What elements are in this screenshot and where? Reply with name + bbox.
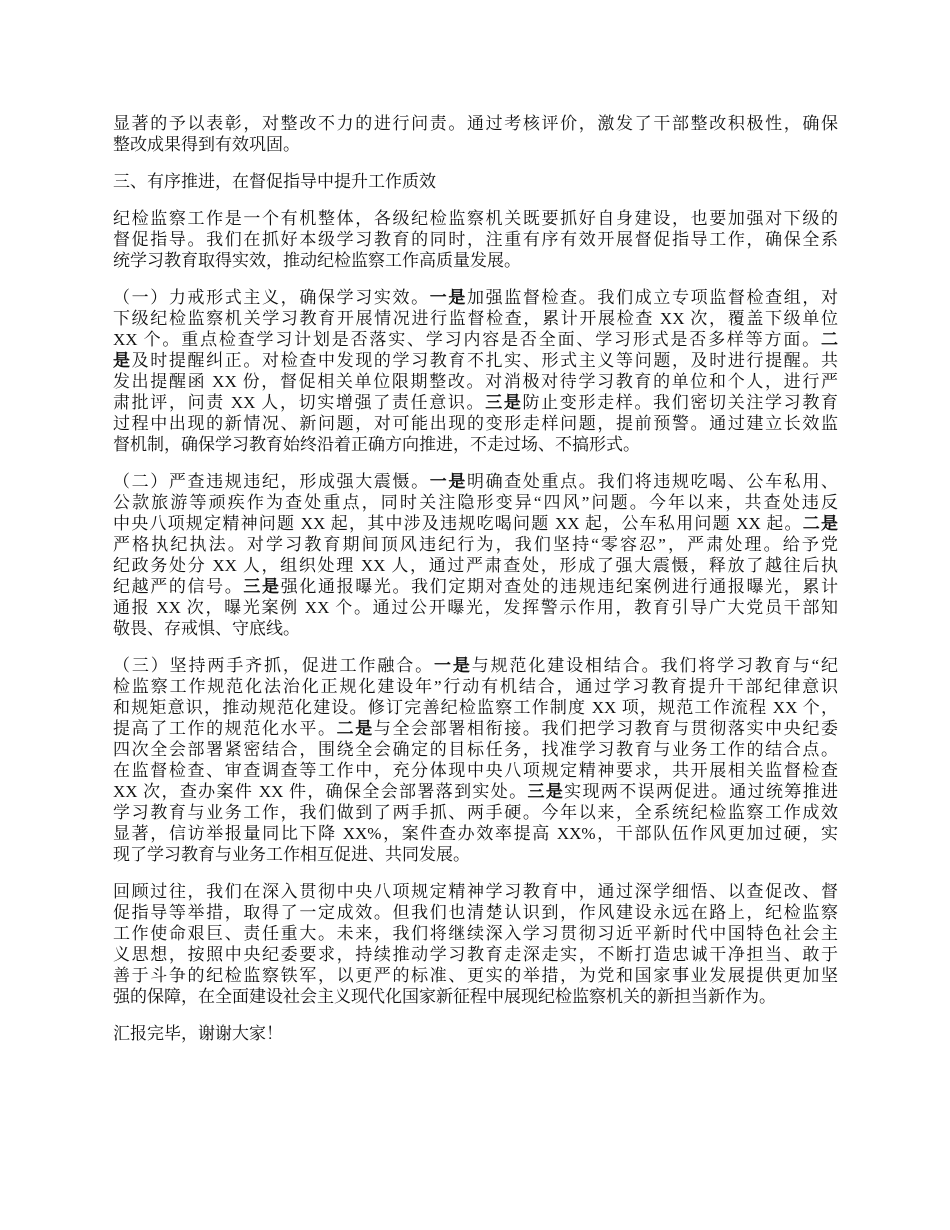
text-line bbox=[113, 902, 838, 923]
text-segment: 发出提醒函 XX 份，督促相关单位限期整改。对消极对待学习教育的单位和个人，进行严 bbox=[113, 372, 838, 391]
heading-section-three bbox=[113, 171, 838, 192]
text-line bbox=[113, 208, 838, 229]
text-segment: 中央八项规定精神问题 XX 起，其中涉及违规吃喝问题 XX 起，公车私用问题 XX 起。 bbox=[113, 514, 803, 533]
text-segment: XX 次，查办案件 XX 件，确保全会部署落到实处。 bbox=[113, 782, 528, 801]
text-line bbox=[113, 823, 838, 844]
text-segment: 下级纪检监察机关学习教育开展情况进行监督检查，累计开展检查 XX 次，覆盖下级单位 bbox=[113, 309, 838, 328]
text-segment: 和规矩意识，推动规范化建设。修订完善纪检监察工作制度 XX 项，规范工作流程 XX 个， bbox=[113, 698, 838, 717]
text-line bbox=[113, 350, 838, 371]
p-subsection-one bbox=[113, 287, 838, 455]
bold-lead-phrase: 三是 bbox=[527, 782, 565, 801]
p-subsection-two bbox=[113, 471, 838, 639]
p-review-and-outlook bbox=[113, 881, 838, 1007]
text-segment: 强化通报曝光。我们定期对查处的违规违纪案例进行通报曝光，累计 bbox=[280, 577, 838, 596]
text-segment: 督促指导。我们在抓好本级学习教育的同时，注重有序有效开展督促指导工作，确保全系 bbox=[113, 230, 838, 249]
text-segment: 三、有序推进，在督促指导中提升工作质效 bbox=[113, 172, 436, 191]
text-segment: 显著的予以表彰，对整改不力的进行问责。通过考核评价，激发了干部整改积极性，确保 bbox=[113, 114, 838, 133]
text-line bbox=[113, 534, 838, 555]
text-line bbox=[113, 576, 838, 597]
text-line bbox=[113, 471, 838, 492]
bold-lead-phrase: 二是 bbox=[802, 514, 838, 533]
text-segment: （三）坚持两手齐抓，促进工作融合。 bbox=[113, 656, 434, 675]
bold-lead-phrase: 一是 bbox=[429, 288, 468, 307]
text-line bbox=[113, 739, 838, 760]
p-closing-of-section-two bbox=[113, 113, 838, 155]
text-segment: 纪越严的信号。 bbox=[113, 577, 244, 596]
bold-lead-phrase: 三是 bbox=[485, 393, 523, 412]
bold-lead-phrase: 一是 bbox=[433, 656, 472, 675]
text-line bbox=[113, 923, 838, 944]
text-line bbox=[113, 392, 838, 413]
text-segment: 强的保障，在全面建设社会主义现代化国家新征程中展现纪检监察机关的新担当新作为。 bbox=[113, 987, 776, 1006]
text-line bbox=[113, 944, 838, 965]
text-segment: （二）严查违规违纪，形成强大震慑。 bbox=[113, 472, 430, 491]
text-segment: 四次全会部署紧密结合，围绕全会确定的目标任务，找准学习教育与业务工作的结合点。 bbox=[113, 740, 838, 759]
document-page bbox=[113, 113, 838, 1060]
text-segment: 严格执纪执法。对学习教育期间顶风违纪行为，我们坚持“零容忍”，严肃处理。给予党 bbox=[113, 535, 838, 554]
text-segment: 善于斗争的纪检监察铁军，以更严的标准、更实的举措，为党和国家事业发展提供更加坚 bbox=[113, 966, 838, 985]
text-line bbox=[113, 881, 838, 902]
text-line bbox=[113, 413, 838, 434]
text-line bbox=[113, 287, 838, 308]
text-segment: 学习教育与业务工作，我们做到了两手抓、两手硬。今年以来，全系统纪检监察工作成效 bbox=[113, 803, 838, 822]
text-segment: 纪政务处分 XX 人，组织处理 XX 人，通过严肃查处，形成了强大震慑，释放了越往后执 bbox=[113, 556, 838, 575]
text-line bbox=[113, 1023, 838, 1044]
text-segment: 义思想，按照中央纪委要求，持续推动学习教育走深走实，不断打造忠诚干净担当、敢于 bbox=[113, 945, 838, 964]
text-line bbox=[113, 371, 838, 392]
bold-lead-phrase: 三是 bbox=[243, 577, 281, 596]
text-line bbox=[113, 618, 838, 639]
text-segment: 在监督检查、审查调查等工作中，充分体现中央八项规定精神要求，共开展相关监督检查 bbox=[113, 761, 838, 780]
text-segment: （一）力戒形式主义，确保学习实效。 bbox=[113, 288, 430, 307]
bold-lead-phrase: 二是 bbox=[336, 719, 374, 738]
text-segment: 与全会部署相衔接。我们把学习教育与贯彻落实中央纪委 bbox=[373, 719, 838, 738]
text-segment: 显著，信访举报量同比下降 XX%，案件查办效率提高 XX%，干部队伍作风更加过硬，实 bbox=[113, 824, 838, 843]
text-segment: 肃批评，问责 XX 人，切实增强了责任意识。 bbox=[113, 393, 486, 412]
text-line bbox=[113, 171, 838, 192]
text-line bbox=[113, 676, 838, 697]
text-line bbox=[113, 134, 838, 155]
text-line bbox=[113, 229, 838, 250]
text-line bbox=[113, 986, 838, 1007]
text-line bbox=[113, 308, 838, 329]
text-line bbox=[113, 329, 838, 350]
text-line bbox=[113, 781, 838, 802]
text-segment: 实现两不误两促进。通过统筹推进 bbox=[564, 782, 838, 801]
text-segment: 防止变形走样。我们密切关注学习教育 bbox=[522, 393, 838, 412]
text-segment: 现了学习教育与业务工作相互促进、共同发展。 bbox=[113, 845, 470, 864]
text-line bbox=[113, 718, 838, 739]
text-segment: 回顾过往，我们在深入贯彻中央八项规定精神学习教育中，通过深学细悟、以查促改、督 bbox=[113, 882, 838, 901]
bold-lead-phrase: 二 bbox=[821, 330, 838, 349]
text-segment: XX 个。重点检查学习计划是否落实、学习内容是否全面、学习形式是否多样等方面。 bbox=[113, 330, 821, 349]
text-line bbox=[113, 555, 838, 576]
text-segment: 公款旅游等顽疾作为查处重点，同时关注隐形变异“四风”问题。今年以来，共查处违反 bbox=[113, 493, 838, 512]
text-segment: 及时提醒纠正。对检查中发现的学习教育不扎实、形式主义等问题，及时进行提醒。共 bbox=[131, 351, 838, 370]
text-line bbox=[113, 513, 838, 534]
text-line bbox=[113, 844, 838, 865]
text-segment: 加强监督检查。我们成立专项监督检查组，对 bbox=[467, 288, 838, 307]
text-segment: 统学习教育取得实效，推动纪检监察工作高质量发展。 bbox=[113, 251, 521, 270]
text-segment: 通报 XX 次，曝光案例 XX 个。通过公开曝光，发挥警示作用，教育引导广大党员干部知 bbox=[113, 598, 838, 617]
p-section-three-intro bbox=[113, 208, 838, 271]
text-segment: 整改成果得到有效巩固。 bbox=[113, 135, 300, 154]
text-line bbox=[113, 250, 838, 271]
text-line bbox=[113, 113, 838, 134]
text-segment: 明确查处重点。我们将违规吃喝、公车私用、 bbox=[467, 472, 838, 491]
text-segment: 纪检监察工作是一个有机整体，各级纪检监察机关既要抓好自身建设，也要加强对下级的 bbox=[113, 209, 838, 228]
text-line bbox=[113, 965, 838, 986]
text-segment: 汇报完毕，谢谢大家！ bbox=[113, 1024, 283, 1043]
p-subsection-three bbox=[113, 655, 838, 865]
text-line bbox=[113, 655, 838, 676]
text-line bbox=[113, 802, 838, 823]
text-segment: 敬畏、存戒惧、守底线。 bbox=[113, 619, 300, 638]
bold-lead-phrase: 是 bbox=[113, 351, 132, 370]
text-segment: 工作使命艰巨、责任重大。未来，我们将继续深入学习贯彻习近平新时代中国特色社会主 bbox=[113, 924, 838, 943]
text-segment: 提高了工作的规范化水平。 bbox=[113, 719, 337, 738]
text-line bbox=[113, 597, 838, 618]
text-segment: 与规范化建设相结合。我们将学习教育与“纪 bbox=[471, 656, 838, 675]
text-segment: 促指导等举措，取得了一定成效。但我们也清楚认识到，作风建设永远在路上，纪检监察 bbox=[113, 903, 838, 922]
text-segment: 过程中出现的新情况、新问题，对可能出现的变形走样问题，提前预警。通过建立长效监 bbox=[113, 414, 838, 433]
text-line bbox=[113, 697, 838, 718]
text-line bbox=[113, 492, 838, 513]
p-closing bbox=[113, 1023, 838, 1044]
text-segment: 督机制，确保学习教育始终沿着正确方向推进，不走过场、不搞形式。 bbox=[113, 435, 640, 454]
text-line bbox=[113, 434, 838, 455]
bold-lead-phrase: 一是 bbox=[429, 472, 468, 491]
text-segment: 检监察工作规范化法治化正规化建设年”行动有机结合，通过学习教育提升干部纪律意识 bbox=[113, 677, 838, 696]
text-line bbox=[113, 760, 838, 781]
